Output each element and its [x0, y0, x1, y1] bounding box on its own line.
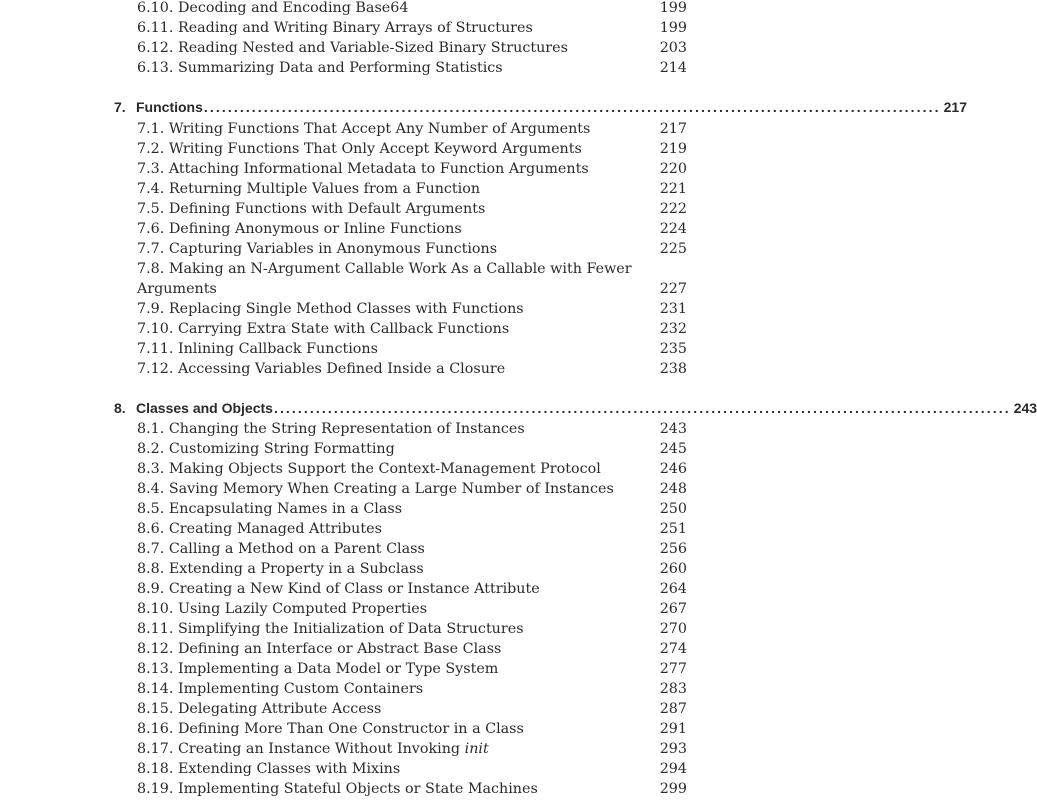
toc-page-number: 217 — [659, 121, 687, 137]
toc-page-number: 251 — [659, 521, 687, 537]
toc-page-number: 270 — [659, 621, 687, 637]
chapter-heading-functions[interactable] — [114, 96, 967, 118]
italic-term: init — [464, 741, 489, 757]
toc-entry[interactable] — [137, 339, 687, 359]
toc-page-number: 245 — [659, 441, 687, 457]
toc-entry-label: 6.10. Decoding and Encoding Base64 — [137, 0, 409, 16]
toc-page-number: 267 — [659, 601, 687, 617]
dot-leader: ........................................................................................................................... — [273, 400, 1011, 416]
toc-entry[interactable] — [137, 579, 687, 599]
toc-entry[interactable] — [137, 419, 687, 439]
toc-entry-label: 8.3. Making Objects Support the Context-Management Protocol — [137, 461, 601, 477]
chapter-page-number: 243 — [1013, 400, 1037, 416]
toc-entry-label: 8.2. Customizing String Formatting — [137, 441, 395, 457]
toc-entry-label: Arguments — [137, 281, 217, 297]
toc-page-number: 219 — [659, 141, 687, 157]
toc-entry-label: 8.13. Implementing a Data Model or Type System — [137, 661, 499, 677]
toc-entry[interactable] — [137, 239, 687, 259]
toc-entry[interactable] — [137, 499, 687, 519]
toc-entry[interactable] — [137, 259, 687, 279]
toc-entry[interactable] — [137, 359, 687, 379]
toc-entry-label: 7.4. Returning Multiple Values from a Function — [137, 181, 481, 197]
toc-entry-label: 8.6. Creating Managed Attributes — [137, 521, 382, 537]
toc-entry[interactable] — [137, 58, 687, 78]
toc-entry-label: 8.16. Defining More Than One Constructor in a Class — [137, 721, 524, 737]
toc-entry-label: 7.10. Carrying Extra State with Callback Functions — [137, 321, 510, 337]
toc-page-number: 221 — [659, 181, 687, 197]
chapter-page-number: 217 — [943, 99, 967, 115]
toc-page-number: 235 — [659, 341, 687, 357]
chapter-title: Functions — [136, 99, 203, 115]
toc-page-number: 214 — [659, 60, 687, 76]
toc-page-number: 232 — [659, 321, 687, 337]
toc-page-number: 256 — [659, 541, 687, 557]
toc-entry-label: 8.14. Implementing Custom Containers — [137, 681, 424, 697]
dot-leader: ........................................................................................................................... — [203, 99, 941, 115]
toc-entry[interactable] — [137, 519, 687, 539]
toc-entry[interactable] — [137, 779, 687, 799]
toc-page-number: 246 — [659, 461, 687, 477]
toc-entry-label: 7.1. Writing Functions That Accept Any Number of Arguments — [137, 121, 591, 137]
toc-page-number: 231 — [659, 301, 687, 317]
toc-entry[interactable] — [137, 299, 687, 319]
toc-entry-label: 6.12. Reading Nested and Variable-Sized Binary Structures — [137, 40, 568, 56]
toc-entry-label: 8.17. Creating an Instance Without Invoking init — [137, 741, 489, 757]
toc-entry-label: 8.10. Using Lazily Computed Properties — [137, 601, 428, 617]
toc-entry[interactable] — [137, 619, 687, 639]
toc-entry-label: 7.6. Defining Anonymous or Inline Functions — [137, 221, 462, 237]
toc-entry-label: 7.7. Capturing Variables in Anonymous Functions — [137, 241, 498, 257]
toc-entry-label: 8.12. Defining an Interface or Abstract Base Class — [137, 641, 502, 657]
toc-page-number: 250 — [659, 501, 687, 517]
toc-entry[interactable] — [137, 739, 687, 759]
toc-entry-label: 6.11. Reading and Writing Binary Arrays of Structures — [137, 20, 533, 36]
chapter-heading-classes-and-objects[interactable] — [114, 397, 1037, 419]
toc-entry[interactable] — [137, 199, 687, 219]
toc-entry[interactable] — [137, 0, 687, 18]
toc-entry-label: 8.18. Extending Classes with Mixins — [137, 761, 401, 777]
toc-page-number: 199 — [659, 20, 687, 36]
toc-entry[interactable] — [137, 139, 687, 159]
chapter-number: 8. — [114, 400, 126, 416]
toc-entry-continuation[interactable] — [137, 279, 687, 299]
toc-entry-label: 8.9. Creating a New Kind of Class or Instance Attribute — [137, 581, 540, 597]
toc-entry-label: 8.4. Saving Memory When Creating a Large Number of Instances — [137, 481, 614, 497]
toc-page-number: 227 — [659, 281, 687, 297]
toc-page-number: 274 — [659, 641, 687, 657]
chapter-number: 7. — [114, 99, 126, 115]
toc-entry-label: 7.2. Writing Functions That Only Accept Keyword Arguments — [137, 141, 582, 157]
toc-page-number: 220 — [659, 161, 687, 177]
toc-page-number: 291 — [659, 721, 687, 737]
toc-page-number: 248 — [659, 481, 687, 497]
toc-entry[interactable] — [137, 659, 687, 679]
toc-page-number: 222 — [659, 201, 687, 217]
toc-page-number: 199 — [659, 0, 687, 16]
toc-page-number: 225 — [659, 241, 687, 257]
toc-page-number: 224 — [659, 221, 687, 237]
toc-entry[interactable] — [137, 159, 687, 179]
toc-entry[interactable] — [137, 479, 687, 499]
toc-entry[interactable] — [137, 639, 687, 659]
toc-entry[interactable] — [137, 439, 687, 459]
toc-entry-label: 7.11. Inlining Callback Functions — [137, 341, 378, 357]
toc-entry-label: 8.1. Changing the String Representation of Instances — [137, 421, 525, 437]
toc-page-number: 277 — [659, 661, 687, 677]
toc-page-number: 293 — [659, 741, 687, 757]
toc-entry[interactable] — [137, 219, 687, 239]
toc-entry-label: 8.15. Delegating Attribute Access — [137, 701, 382, 717]
toc-entry[interactable] — [137, 699, 687, 719]
toc-entry-label: 7.12. Accessing Variables Defined Inside a Closure — [137, 361, 506, 377]
toc-entry-label: 8.8. Extending a Property in a Subclass — [137, 561, 424, 577]
toc-entry[interactable] — [137, 119, 687, 139]
chapter-title: Classes and Objects — [136, 400, 273, 416]
toc-entry-label: 7.3. Attaching Informational Metadata to Function Arguments — [137, 161, 589, 177]
toc-entry-label: 8.19. Implementing Stateful Objects or State Machines — [137, 781, 538, 797]
toc-entry[interactable] — [137, 719, 687, 739]
toc-entry[interactable] — [137, 559, 687, 579]
toc-entry-label: 8.7. Calling a Method on a Parent Class — [137, 541, 425, 557]
toc-page-number: 243 — [659, 421, 687, 437]
toc-entry[interactable] — [137, 459, 687, 479]
toc-entry[interactable] — [137, 38, 687, 58]
toc-page-number: 294 — [659, 761, 687, 777]
toc-page-number: 287 — [659, 701, 687, 717]
toc-entry-label: 8.11. Simplifying the Initialization of Data Structures — [137, 621, 524, 637]
toc-page-number: 283 — [659, 681, 687, 697]
toc-entry[interactable] — [137, 319, 687, 339]
toc-entry[interactable] — [137, 679, 687, 699]
toc-entry[interactable] — [137, 599, 687, 619]
toc-entry[interactable] — [137, 759, 687, 779]
toc-entry[interactable] — [137, 179, 687, 199]
toc-page-number: 260 — [659, 561, 687, 577]
toc-entry-label: 8.5. Encapsulating Names in a Class — [137, 501, 403, 517]
toc-entry-label: 6.13. Summarizing Data and Performing Statistics — [137, 60, 503, 76]
toc-entry-label: 7.8. Making an N-Argument Callable Work As a Callable with Fewer — [137, 261, 632, 277]
toc-entry-label: 7.9. Replacing Single Method Classes with Functions — [137, 301, 524, 317]
toc-page-number: 203 — [659, 40, 687, 56]
toc-entry[interactable] — [137, 539, 687, 559]
toc-entry[interactable] — [137, 18, 687, 38]
toc-page-number: 299 — [659, 781, 687, 797]
toc-entry-label: 7.5. Defining Functions with Default Arguments — [137, 201, 486, 217]
toc-page-number: 238 — [659, 361, 687, 377]
toc-page-number: 264 — [659, 581, 687, 597]
